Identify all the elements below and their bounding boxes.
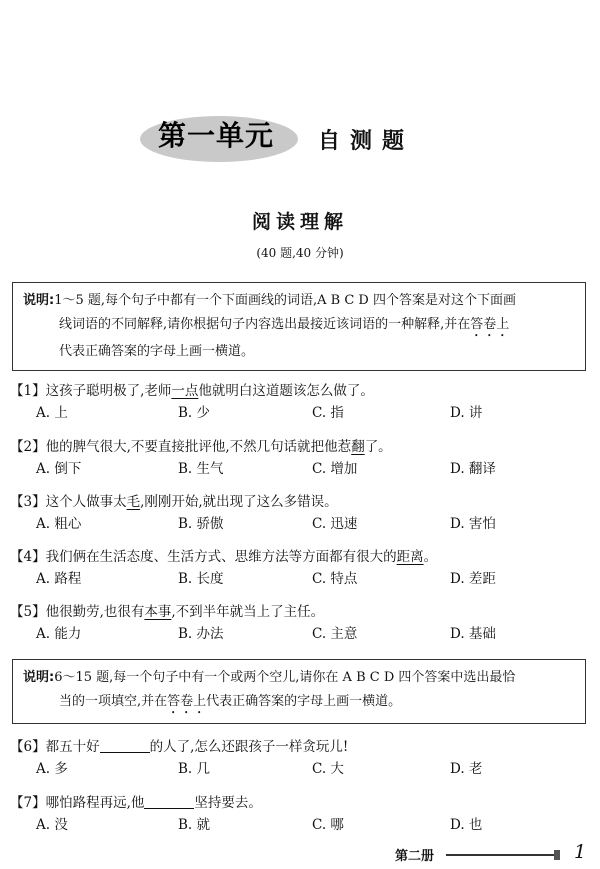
answer-option-c: C. 迅速 bbox=[312, 516, 358, 532]
answer-option-d: D. 害怕 bbox=[450, 516, 496, 532]
question-text: 了。 bbox=[364, 439, 392, 455]
question-text: ,不到半年就当上了主任。 bbox=[171, 604, 325, 620]
answer-option-d: D. 也 bbox=[450, 817, 483, 833]
question-text: 这孩子聪明极了,老师 bbox=[45, 383, 172, 399]
answer-option-b: B. 长度 bbox=[178, 571, 224, 587]
question-number: 【6】 bbox=[10, 739, 46, 755]
question-text: 的人了,怎么还跟孩子一样贪玩儿! bbox=[149, 739, 349, 755]
question-text: 坚持要去。 bbox=[194, 795, 262, 811]
question-stem bbox=[10, 792, 590, 814]
footer-rule bbox=[446, 854, 554, 856]
section-subtitle: (40 题,40 分钟) bbox=[256, 246, 344, 260]
page-footer bbox=[0, 841, 600, 867]
options-row bbox=[10, 623, 590, 645]
options-row bbox=[10, 402, 590, 424]
options-row bbox=[10, 513, 590, 535]
answer-option-d: D. 基础 bbox=[450, 626, 496, 642]
answer-option-a: A. 能力 bbox=[36, 626, 82, 642]
answer-option-b: B. 几 bbox=[178, 761, 211, 777]
answer-option-c: C. 指 bbox=[312, 405, 344, 421]
question-stem bbox=[10, 546, 590, 568]
underlined-word: 一点 bbox=[171, 383, 199, 399]
answer-option-a: A. 上 bbox=[36, 405, 68, 421]
instructions-text: 代表正确答案的字母上画一横道。 bbox=[206, 694, 402, 709]
question-text: 都五十好 bbox=[45, 739, 100, 755]
instructions-line-2 bbox=[23, 690, 575, 717]
instructions-box-1 bbox=[12, 282, 586, 371]
question-4 bbox=[10, 546, 590, 590]
question-text: 哪怕路程再远,他 bbox=[45, 795, 145, 811]
question-1 bbox=[10, 380, 590, 424]
emphasis-text: 答卷上 bbox=[167, 694, 207, 709]
answer-option-d: D. 翻译 bbox=[450, 461, 496, 477]
question-text: 我们俩在生活态度、生活方式、思维方法等方面都有很大的 bbox=[45, 549, 397, 565]
question-number: 【4】 bbox=[10, 549, 46, 565]
question-stem bbox=[10, 380, 590, 402]
instructions-line-1 bbox=[23, 289, 575, 313]
answer-option-a: A. 倒下 bbox=[36, 461, 82, 477]
answer-option-b: B. 就 bbox=[178, 817, 211, 833]
page-number: 1 bbox=[574, 841, 587, 863]
question-text: 他很勤劳,也很有 bbox=[45, 604, 145, 620]
instructions-text: 1～5 题,每个句子中都有一个下面画线的词语,A B C D 四个答案是对这个下面画 bbox=[54, 293, 516, 308]
instructions-box-2 bbox=[12, 659, 586, 724]
options-row bbox=[10, 458, 590, 480]
answer-option-c: C. 主意 bbox=[312, 626, 358, 642]
answer-option-d: D. 差距 bbox=[450, 571, 496, 587]
question-text: 。 bbox=[423, 549, 438, 565]
unit-header bbox=[0, 112, 600, 172]
answer-option-a: A. 粗心 bbox=[36, 516, 82, 532]
instructions-text: 6～15 题,每一个句子中有一个或两个空儿,请你在 A B C D 四个答案中选出最恰 bbox=[54, 670, 516, 685]
section-title: 阅读理解 bbox=[251, 211, 348, 233]
underlined-word: 翻 bbox=[351, 439, 365, 455]
instructions-text: 当的一项填空,并在 bbox=[59, 694, 168, 709]
question-stem bbox=[10, 601, 590, 623]
instructions-line-1 bbox=[23, 666, 575, 690]
answer-option-a: A. 没 bbox=[36, 817, 68, 833]
question-number: 【1】 bbox=[10, 383, 46, 399]
question-text: 他的脾气很大,不要直接批评他,不然几句话就把他惹 bbox=[45, 439, 352, 455]
instructions-line-3: 代表正确答案的字母上画一横道。 bbox=[59, 344, 255, 359]
question-stem bbox=[10, 491, 590, 513]
answer-option-b: B. 骄傲 bbox=[178, 516, 224, 532]
emphasis-text: 答卷上 bbox=[470, 317, 510, 332]
answer-blank bbox=[100, 738, 150, 753]
instructions-line-2 bbox=[23, 313, 575, 340]
answer-option-c: C. 特点 bbox=[312, 571, 358, 587]
question-number: 【3】 bbox=[10, 494, 46, 510]
answer-option-d: D. 讲 bbox=[450, 405, 483, 421]
question-6 bbox=[10, 736, 590, 780]
question-text: 他就明白这道题该怎么做了。 bbox=[198, 383, 374, 399]
underlined-word: 毛 bbox=[126, 494, 141, 510]
question-7 bbox=[10, 792, 590, 836]
book-volume: 第二册 bbox=[395, 849, 435, 864]
instructions-text: 线词语的不同解释,请你根据句子内容选出最接近该词语的一种解释,并在 bbox=[59, 317, 471, 332]
question-2 bbox=[10, 436, 590, 480]
footer-rule-end bbox=[554, 850, 560, 860]
options-row bbox=[10, 568, 590, 590]
answer-blank bbox=[144, 794, 194, 809]
options-row bbox=[10, 758, 590, 780]
underlined-word: 距离 bbox=[396, 549, 424, 565]
answer-option-a: A. 路程 bbox=[36, 571, 82, 587]
answer-option-d: D. 老 bbox=[450, 761, 483, 777]
instructions-label: 说明: bbox=[23, 670, 55, 685]
answer-option-a: A. 多 bbox=[36, 761, 68, 777]
question-stem bbox=[10, 736, 590, 758]
answer-option-b: B. 少 bbox=[178, 405, 211, 421]
answer-option-c: C. 增加 bbox=[312, 461, 358, 477]
answer-option-c: C. 哪 bbox=[312, 817, 344, 833]
instructions-label: 说明: bbox=[23, 293, 55, 308]
question-stem bbox=[10, 436, 590, 458]
question-number: 【7】 bbox=[10, 795, 46, 811]
answer-option-b: B. 办法 bbox=[178, 626, 224, 642]
unit-title: 第一单元 bbox=[158, 119, 275, 152]
question-text: 这个人做事太 bbox=[45, 494, 127, 510]
self-test-title: 自测题 bbox=[318, 129, 415, 154]
question-number: 【2】 bbox=[10, 439, 46, 455]
question-number: 【5】 bbox=[10, 604, 46, 620]
answer-option-c: C. 大 bbox=[312, 761, 344, 777]
answer-option-b: B. 生气 bbox=[178, 461, 224, 477]
options-row bbox=[10, 814, 590, 836]
question-5 bbox=[10, 601, 590, 645]
question-text: ,刚刚开始,就出现了这么多错误。 bbox=[140, 494, 338, 510]
underlined-word: 本事 bbox=[144, 604, 172, 620]
question-3 bbox=[10, 491, 590, 535]
